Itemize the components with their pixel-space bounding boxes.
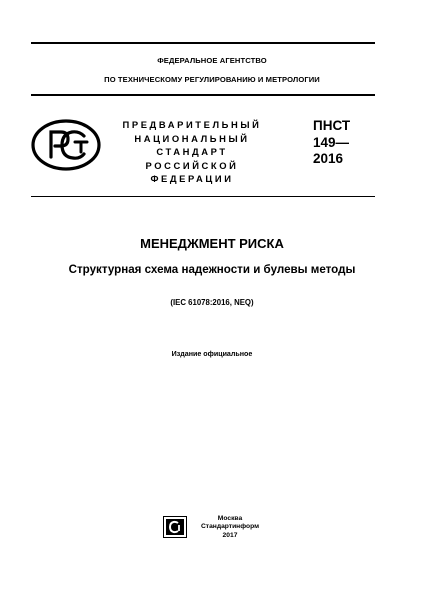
standard-rule [31, 196, 375, 197]
standard-type [118, 118, 266, 186]
standard-type-line: СТАНДАРТ [156, 146, 228, 158]
publisher-info [196, 515, 264, 540]
publisher-city: Москва [217, 515, 243, 522]
document-subtitle: Структурная схема надежности и булевы методы [68, 263, 356, 276]
gost-r-logo [31, 119, 101, 171]
standard-type-line: ПРЕДВАРИТЕЛЬНЫЙ [122, 119, 262, 130]
standard-number-line: 2016 [313, 151, 344, 166]
edition-note: Издание официальное [171, 350, 253, 358]
publisher-logo [163, 516, 187, 538]
standard-number [313, 118, 373, 168]
standard-number-line: ПНСТ [313, 118, 351, 133]
gost-r-emblem-icon [31, 119, 101, 171]
standartinform-logo-icon [163, 516, 187, 538]
publisher-year: 2017 [222, 531, 238, 539]
document-title: МЕНЕДЖМЕНТ РИСКА [140, 236, 284, 251]
standard-type-line: ФЕДЕРАЦИИ [150, 173, 234, 185]
standard-type-line: НАЦИОНАЛЬНЫЙ [134, 132, 250, 144]
agency-line-1: ФЕДЕРАЛЬНОЕ АГЕНТСТВО [157, 56, 267, 65]
standard-number-line: 149— [313, 134, 350, 150]
international-reference: (IEC 61078:2016, NEQ) [170, 298, 254, 307]
agency-line-2: ПО ТЕХНИЧЕСКОМУ РЕГУЛИРОВАНИЮ И МЕТРОЛОГИИ [104, 75, 320, 84]
standard-type-line: РОССИЙСКОЙ [145, 159, 239, 171]
publisher-name: Стандартинформ [200, 523, 260, 531]
top-rule [31, 42, 375, 44]
header-rule [31, 94, 375, 96]
